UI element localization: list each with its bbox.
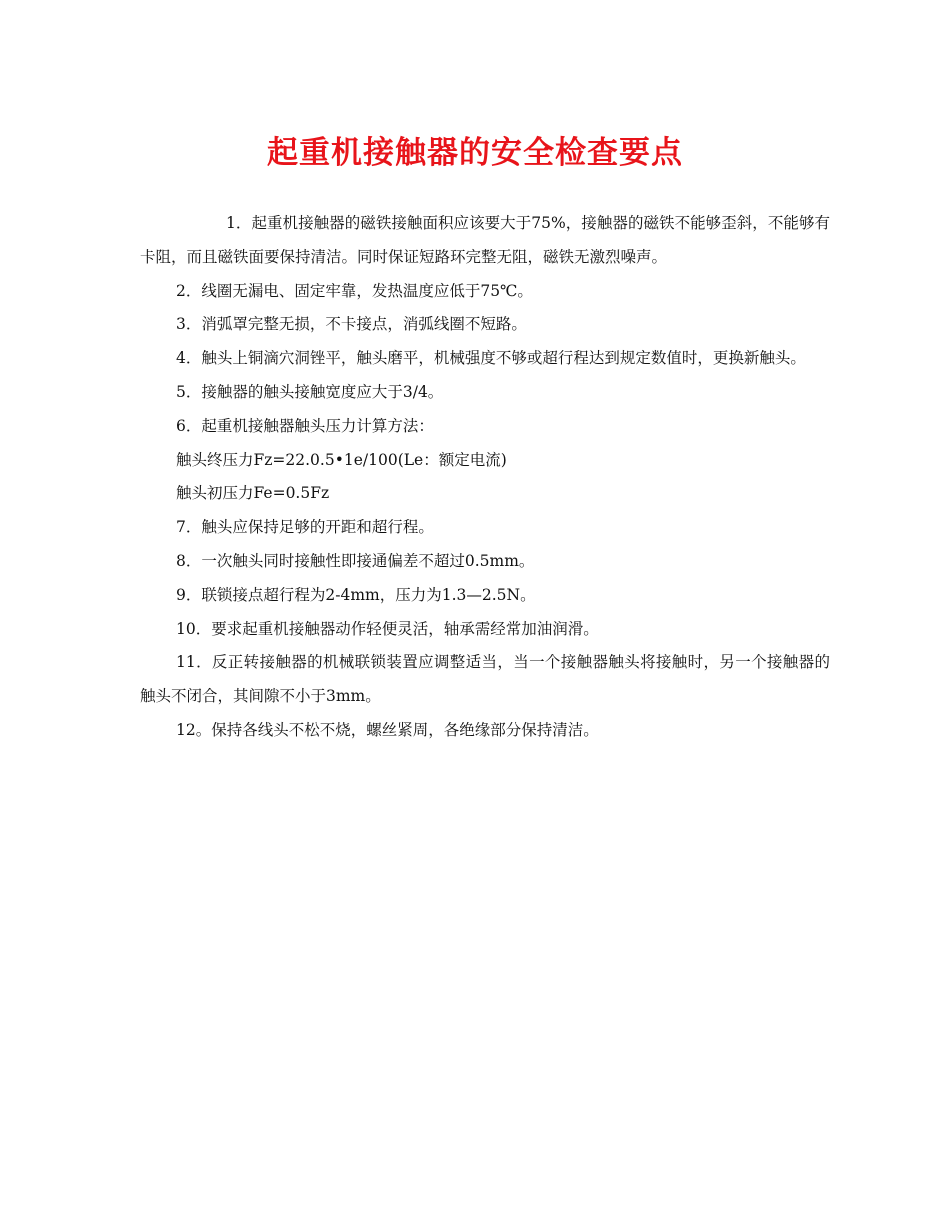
paragraph-6: 6．起重机接触器触头压力计算方法： (176, 416, 434, 435)
paragraph-4: 4．触头上铜滴穴洞锉平，触头磨平，机械强度不够或超行程达到规定数值时，更换新触头。 (176, 349, 806, 368)
paragraph-12: 12。保持各线头不松不烧，螺丝紧周，各绝缘部分保持清洁。 (176, 720, 599, 739)
paragraph-1: 1．起重机接触器的磁铁接触面积应该要大于75%，接触器的磁铁不能够歪斜，不能够有卡阻，而且磁铁面要保持清洁。同时保证短路环完整无阻，磁铁无激烈噪声。 (140, 214, 830, 266)
paragraph-8: 8．一次触头同时接触性即接通偏差不超过0.5mm。 (176, 551, 535, 570)
paragraph-9: 9．联锁接点超行程为2-4mm，压力为1.3—2.5N。 (176, 585, 536, 604)
document-title: 起重机接触器的安全检查要点 (267, 135, 683, 171)
paragraph-10: 10．要求起重机接触器动作轻便灵活，轴承需经常加油润滑。 (176, 619, 599, 638)
paragraph-7: 7．触头应保持足够的开距和超行程。 (176, 518, 434, 537)
paragraph-5: 5．接触器的触头接触宽度应大于3/4。 (176, 382, 444, 401)
formula-initial-pressure: 触头初压力Fe=0.5Fz (176, 484, 330, 503)
paragraph-11: 11．反正转接触器的机械联锁装置应调整适当，当一个接触器触头将接触时，另一个接触器的触头不闭合，其间隙不小于3mm。 (140, 653, 830, 706)
formula-final-pressure: 触头终压力Fz=22.0.5•1e/100(Le：额定电流) (176, 450, 507, 469)
paragraph-2: 2．线圈无漏电、固定牢靠，发热温度应低于75℃。 (176, 281, 533, 300)
document-body (140, 207, 830, 748)
paragraph-3: 3．消弧罩完整无损，不卡接点，消弧线圈不短路。 (176, 315, 527, 334)
